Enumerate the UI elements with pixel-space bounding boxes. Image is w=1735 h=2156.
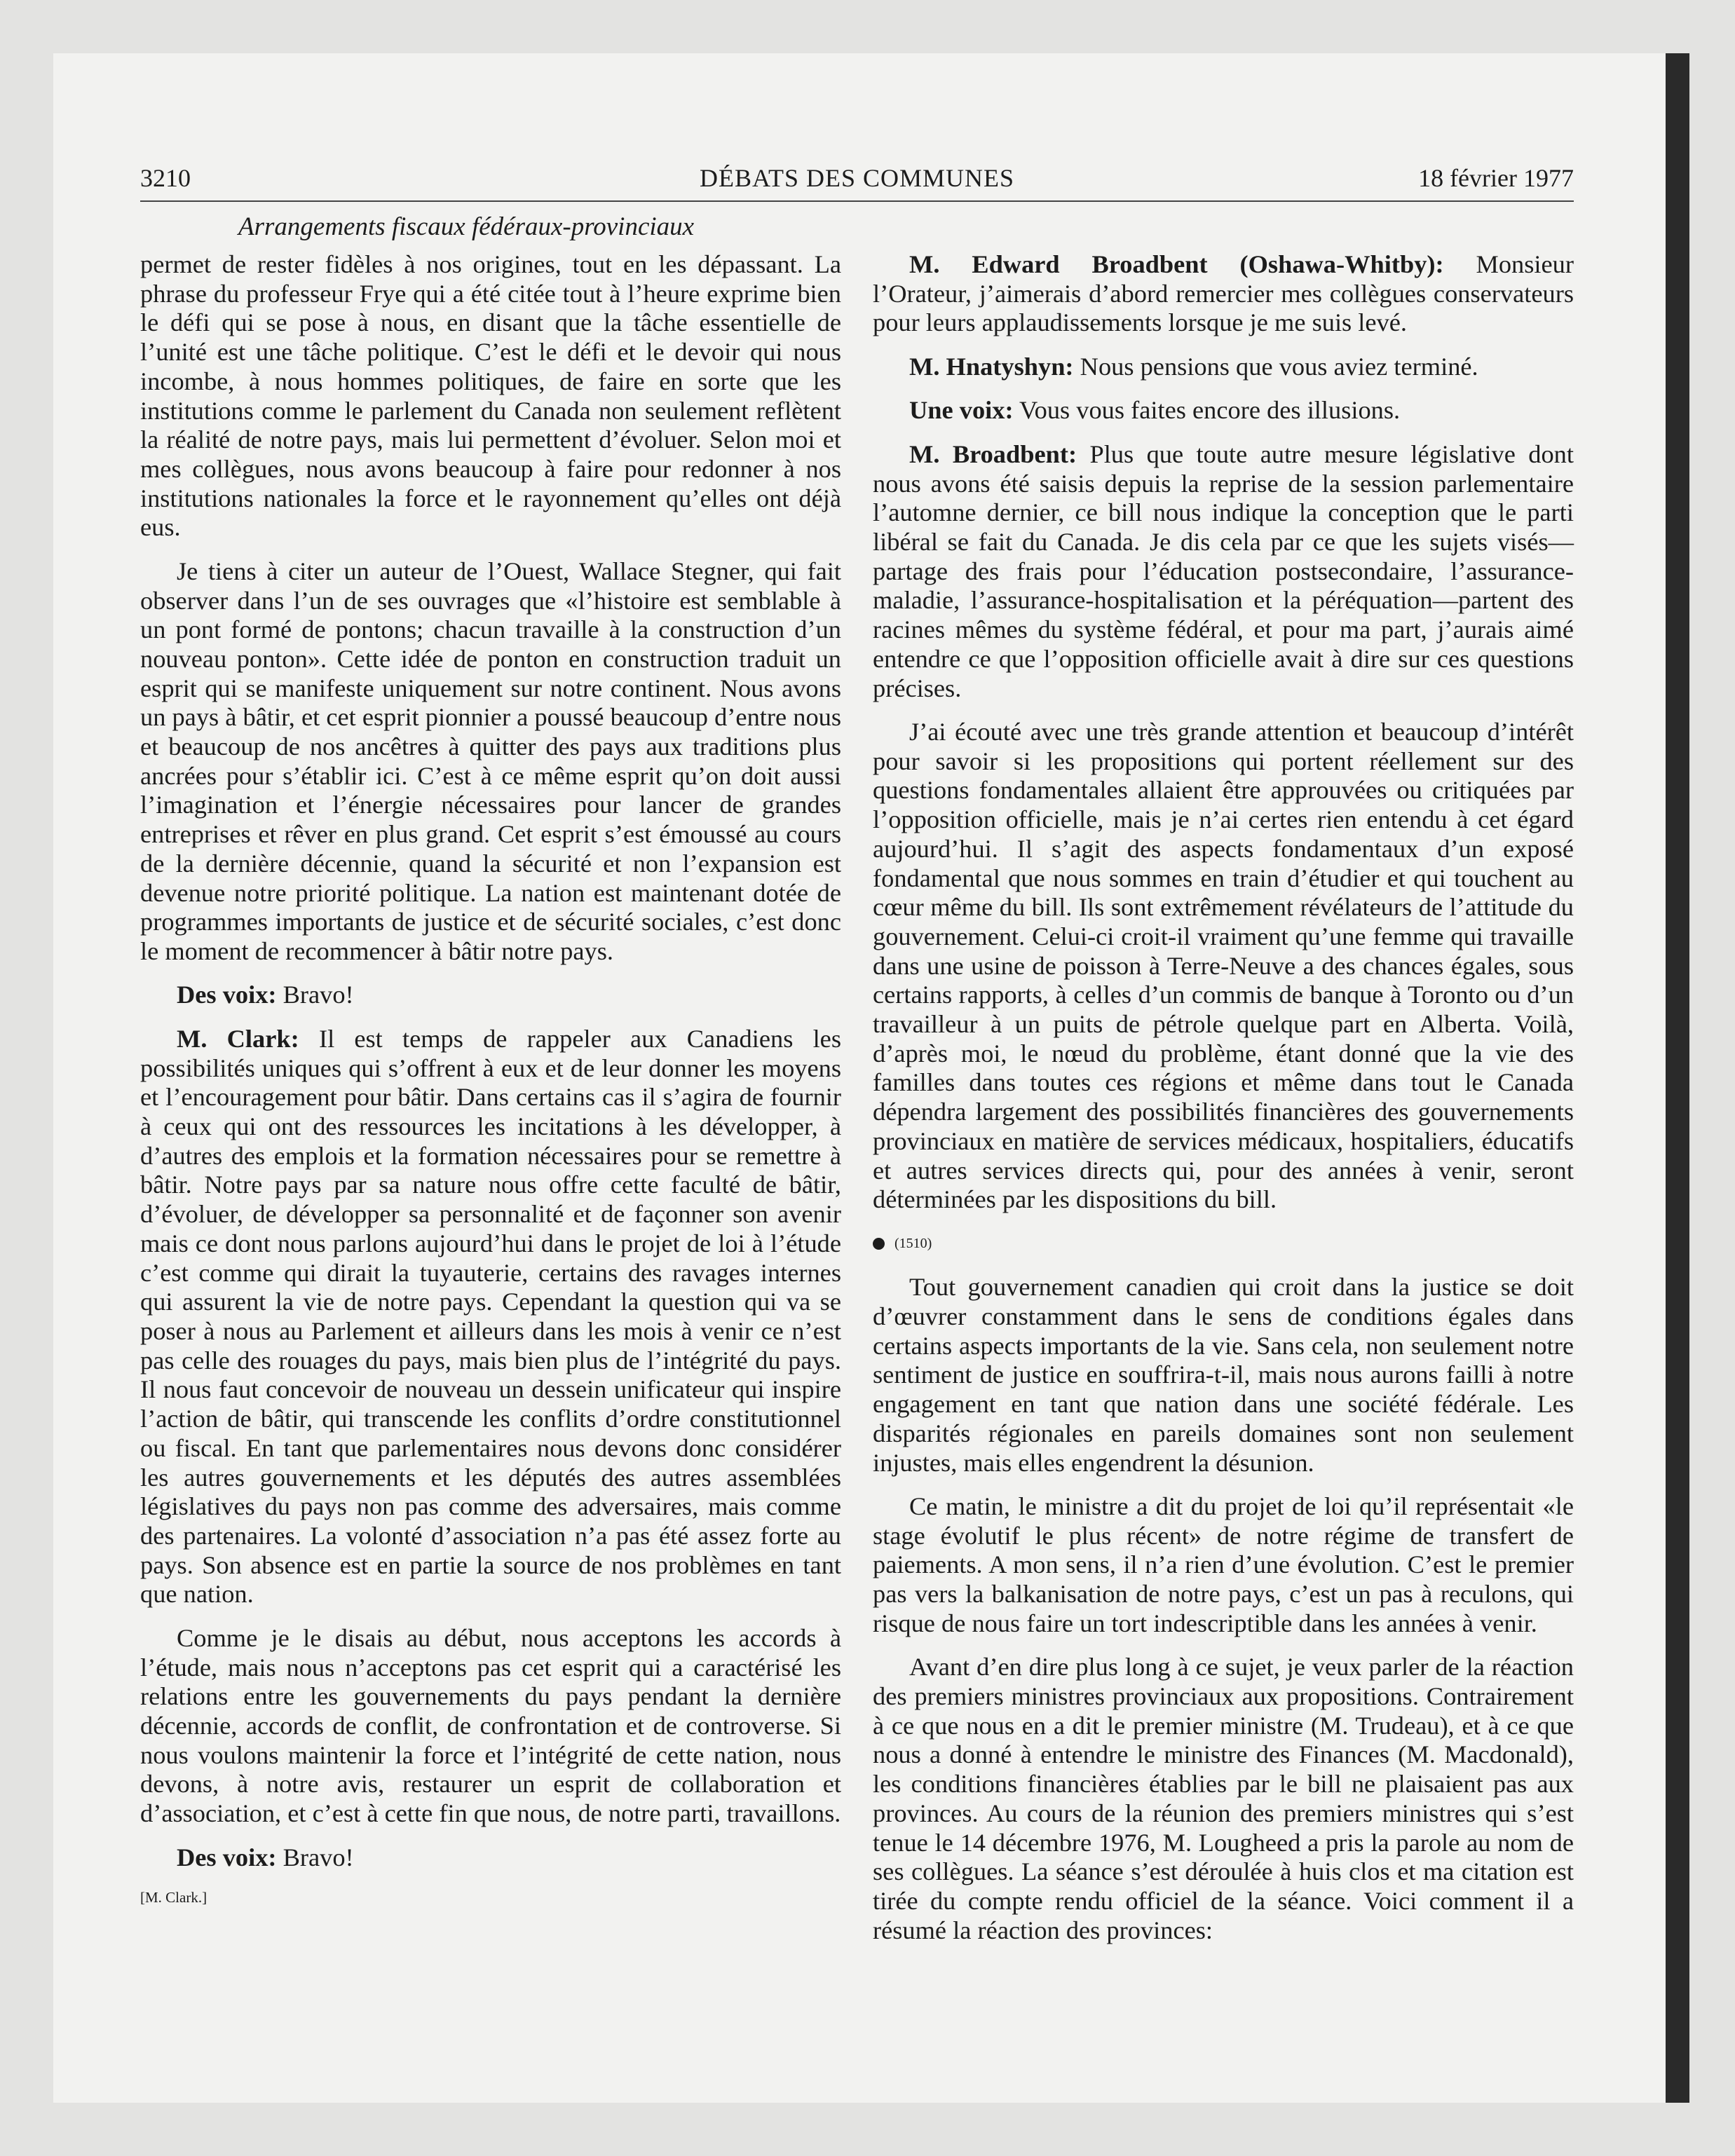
- page-binding-edge: [1666, 53, 1689, 2103]
- paragraph: Tout gouvernement canadien qui croit dans la justice se doit d’œuvrer constamment dans le sens de conditions égales dans certains aspects importants de la vie. Sans cela, non seulement notre sentiment de justice en souffrira-t-il, mais nous aurons failli à notre engagement en tant que nation dans une société fédérale. Les disparités régionales en pareils domaines sont non seulement injustes, mais elles engendrent la désunion.: [873, 1273, 1574, 1477]
- speech-text: Bravo!: [276, 1843, 354, 1871]
- journal-title: DÉBATS DES COMMUNES: [699, 164, 1015, 192]
- left-column: [140, 250, 841, 1908]
- speech: [140, 1025, 841, 1609]
- speaker-reference: [M. Clark.]: [140, 1889, 207, 1906]
- speaker-name: M. Hnatyshyn:: [909, 352, 1074, 381]
- page-header: [140, 161, 1574, 202]
- speaker-name: Des voix:: [177, 981, 277, 1009]
- speaker-name: M. Clark:: [177, 1024, 299, 1053]
- speech-text: Monsieur l’Orateur, j’aimerais d’abord remercier mes collègues conservateurs pour leurs applaudissements lorsque je me suis levé.: [873, 250, 1574, 337]
- speaker-name: M. Broadbent:: [909, 439, 1077, 468]
- time-stamp: (1510): [894, 1235, 932, 1251]
- speech-text: Il est temps de rappeler aux Canadiens les possibilités uniques qui s’offrent à eux et de leur donner les moyens et l’encouragement pour bâtir. Dans certains cas il s’agira de fournir à ceux qui ont des ressources les incitations à les développer, à d’autres des emplois et la formation nécessaires pour se remettre à bâtir. Notre pays par sa nature nous offre cette faculté de bâtir, d’évoluer, de développer sa personnalité et de façonner son avenir mais ce dont nous parlons aujourd’hui dans le projet de loi à l’étude c’est comme qui dirait la tuyauterie, certains des ravages internes qui assurent la vie de notre pays. Cependant la question qui va se poser à nous au Parlement et ailleurs dans les mois à venir ce n’est pas celle des rouages du pays, mais bien plus de l’intégrité du pays. Il nous faut concevoir de nouveau un dessein unificateur qui inspire l’action de bâtir, qui transcende les conflits d’ordre constitutionnel ou fiscal. En tant que parlementaires nous devons donc considérer les autres gouvernements et les députés des autres assemblées législatives du pays non pas comme des adversaires, mais comme des partenaires. La volonté d’association n’a pas été assez forte au pays. Son absence est en partie la source de nos problèmes en tant que nation.: [140, 1024, 841, 1609]
- speech: [873, 250, 1574, 338]
- issue-date: 18 février 1977: [1418, 164, 1574, 192]
- speech: [873, 353, 1574, 382]
- paragraph: permet de rester fidèles à nos origines, tout en les dépassant. La phrase du professeur Frye qui a été citée tout à l’heure exprime bien le défi qui se pose à nous, en disant que la tâche essentielle de l’unité est une tâche politique. C’est le défi et le devoir qui nous incombe, à nous hommes politiques, de faire en sorte que les institutions comme le parlement du Canada non seulement reflètent la réalité de notre pays, mais lui permettent d’évoluer. Selon moi et mes collègues, nous avons beaucoup à faire pour redonner à nos institutions nationales la force et le rayonnement qu’elles ont déjà eus.: [140, 250, 841, 542]
- speech: [873, 396, 1574, 425]
- paragraph: J’ai écouté avec une très grande attention et beaucoup d’intérêt pour savoir si les propositions qui portent réellement sur des questions fondamentales allaient être approuvées ou critiquées par l’opposition officielle, mais je n’ai certes rien entendu à cet égard aujourd’hui. Il s’agit des aspects fondamentaux d’un exposé fondamental que nous sommes en train d’étudier et qui touchent au cœur même du bill. Ils sont extrêmement révélateurs de l’attitude du gouvernement. Celui-ci croit-il vraiment qu’une femme qui travaille dans une usine de poisson à Terre-Neuve a des chances égales, sous certains rapports, à celles d’un commis de banque à Toronto ou d’un travailleur à un puits de pétrole quelque part en Alberta. Voilà, d’après moi, le nœud du problème, étant donné que la vie des familles dans toutes ces régions et même dans tout le Canada dépendra largement des possibilités financières des gouvernements provinciaux en matière de services médicaux, hospitaliers, éducatifs et autres services directs qui, pour des années à venir, seront déterminées par les dispositions du bill.: [873, 718, 1574, 1214]
- right-column: [873, 250, 1574, 1960]
- speaker-name: Des voix:: [177, 1843, 277, 1871]
- speech: [140, 981, 841, 1010]
- speech-text: Plus que toute autre mesure législative dont nous avons été saisis depuis la reprise de la session parlementaire l’automne dernier, ce bill nous indique la conception que le parti libéral se fait du Canada. Je dis cela par ce que les sujets visés—partage des frais pour l’éducation postsecondaire, l’assurance-maladie, l’assurance-hospitalisation et la péréquation—partent des racines mêmes du système fédéral, et pour ma part, j’aurais aimé entendre ce que l’opposition officielle avait à dire sur ces questions précises.: [873, 439, 1574, 702]
- speech-text: Nous pensions que vous aviez terminé.: [1073, 352, 1478, 381]
- paragraph: Avant d’en dire plus long à ce sujet, je veux parler de la réaction des premiers ministres provinciaux aux propositions. Contrairement à ce que nous en a dit le premier ministre (M. Trudeau), et à ce que nous a donné à entendre le ministre des Finances (M. Macdonald), les conditions financières établies par le bill ne plaisaient pas aux provinces. Au cours de la réunion des premiers ministres qui s’est tenue le 14 décembre 1976, M. Lougheed a pris la parole au nom de ses collègues. La séance s’est déroulée à huis clos et ma citation est tirée du compte rendu officiel de la séance. Voici comment il a résumé la réaction des provinces:: [873, 1653, 1574, 1944]
- speech: [140, 1843, 841, 1873]
- speaker-name: Une voix:: [909, 396, 1014, 425]
- paragraph: Je tiens à citer un auteur de l’Ouest, Wallace Stegner, qui fait observer dans l’un de ses ouvrages que «l’histoire est semblable à un pont formé de pontons; chacun travaille à la construction d’un nouveau ponton». Cette idée de ponton en construction traduit un esprit qui se manifeste uniquement sur notre continent. Nous avons un pays à bâtir, et cet esprit pionnier a poussé beaucoup d’entre nous et beaucoup de nos ancêtres à quitter des pays aux traditions plus ancrées pour s’établir ici. C’est à ce même esprit qu’on doit aussi l’imagination et l’énergie nécessaires pour lancer de grandes entreprises et rêver en plus grand. Cet esprit s’est émoussé au cours de la dernière décennie, quand la sécurité et non l’expansion est devenue notre priorité politique. La nation est maintenant dotée de programmes importants de justice et de sécurité sociales, c’est donc le moment de recommencer à bâtir notre pays.: [140, 557, 841, 965]
- section-subheading: Arrangements fiscaux fédéraux-provinciaux: [238, 212, 695, 241]
- paragraph: Ce matin, le ministre a dit du projet de loi qu’il représentait «le stage évolutif le plus récent» de notre régime de transfert de paiements. A mon sens, il n’a rien d’une évolution. C’est le premier pas vers la balkanisation de notre pays, c’est un pas à reculons, qui risque de nous faire un tort indescriptible dans les années à venir.: [873, 1492, 1574, 1637]
- speaker-name: M. Edward Broadbent (Oshawa-Whitby):: [909, 250, 1444, 278]
- speech: [873, 440, 1574, 703]
- page-number: 3210: [140, 164, 191, 192]
- time-marker: [873, 1229, 1574, 1259]
- speech-text: Vous vous faites encore des illusions.: [1013, 396, 1401, 425]
- bullet-dot-icon: [873, 1238, 885, 1250]
- paragraph: Comme je le disais au début, nous acceptons les accords à l’étude, mais nous n’acceptons pas cet esprit qui a caractérisé les relations entre les gouvernements du pays pendant la dernière décennie, accords de conflit, de confrontation et de controverse. Si nous voulons maintenir la force et l’intégrité de cette nation, nous devons, à notre avis, restaurer un esprit de collaboration et d’association, et c’est à cette fin que nous, de notre parti, travaillons.: [140, 1623, 841, 1828]
- speech-text: Bravo!: [276, 981, 354, 1009]
